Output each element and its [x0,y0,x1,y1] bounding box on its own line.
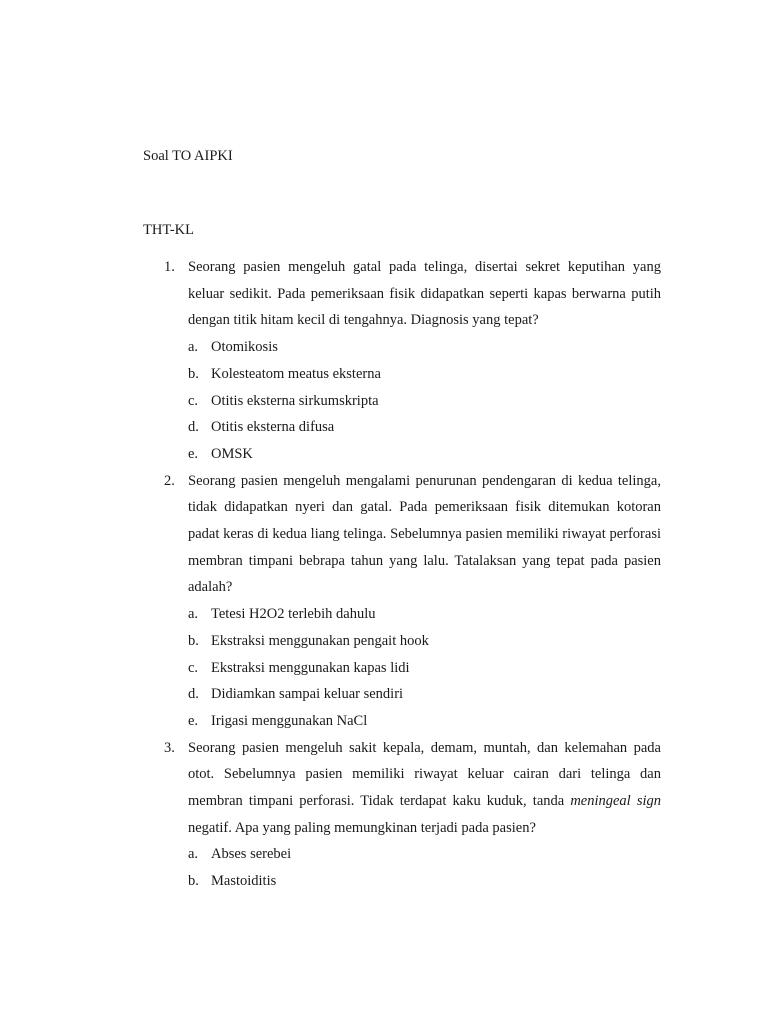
option-letter: c. [188,392,199,409]
question-text-italic: meningeal sign [570,793,661,810]
option-d [188,414,661,441]
option-letter: b. [188,632,199,649]
option-letter: e. [188,712,199,729]
option-letter: d. [188,686,199,703]
option-letter: c. [188,659,199,676]
option-d [188,681,661,708]
question-text [188,735,661,842]
option-letter: a. [188,339,199,356]
option-c [188,655,661,682]
option-letter: a. [188,846,199,863]
option-text: Irigasi menggunakan NaCl [211,712,368,729]
option-a [188,334,661,361]
option-text: Otitis eksterna difusa [211,419,335,436]
question-text: Seorang pasien mengeluh mengalami penurunan pendengaran di kedua telinga, tidak didapatkan nyeri dan gatal. Pada pemeriksaan fisik ditemukan kotoran padat keras di kedua liang telinga. Sebelumnya pasien memiliki riwayat perforasi membran timpani bebrapa tahun yang lalu. Tatalaksan yang tepat pada pasien adalah? [188,472,661,596]
option-text: Ekstraksi menggunakan pengait hook [211,632,429,649]
option-c [188,388,661,415]
option-text: Tetesi H2O2 terlebih dahulu [211,606,376,623]
option-text: Mastoiditis [211,873,277,890]
option-b [188,868,661,895]
question-1 [143,254,661,468]
section-heading: THT-KL [143,222,195,238]
option-text: OMSK [211,445,253,462]
option-text: Kolesteatom meatus eksterna [211,365,381,382]
option-text: Ekstraksi menggunakan kapas lidi [211,659,410,676]
option-letter: a. [188,606,199,623]
option-b [188,628,661,655]
question-3 [143,735,661,895]
option-b [188,361,661,388]
option-letter: b. [188,873,199,890]
option-text: Abses serebei [211,846,292,863]
option-text: Otomikosis [211,339,278,356]
option-e [188,441,661,468]
question-text: Seorang pasien mengeluh gatal pada telinga, disertai sekret keputihan yang keluar sedikit. Pada pemeriksaan fisik didapatkan seperti kapas berwarna putih dengan titik hitam kecil di tengahnya. Diagnosis yang tepat? [188,259,661,329]
option-letter: e. [188,445,199,462]
question-text-part: Seorang pasien mengeluh sakit kepala, demam, muntah, dan kelemahan pada otot. Sebelumnya pasien memiliki riwayat keluar cairan dari telinga dan membran timpani perforasi. Tidak terdapat kaku kuduk, tanda [188,739,661,810]
option-letter: d. [188,419,199,436]
option-text: Didiamkan sampai keluar sendiri [211,686,404,703]
question-2 [143,468,661,735]
option-e [188,708,661,735]
document-title: Soal TO AIPKI [143,148,233,164]
option-letter: b. [188,365,199,382]
question-list [143,254,661,895]
question-number: 2. [164,472,175,489]
question-number: 3. [164,739,175,756]
question-text-part: negatif. Apa yang paling memungkinan terjadi pada pasien? [188,819,536,836]
question-number: 1. [164,259,175,275]
option-text: Otitis eksterna sirkumskripta [211,392,379,409]
option-a [188,601,661,628]
option-a [188,841,661,868]
